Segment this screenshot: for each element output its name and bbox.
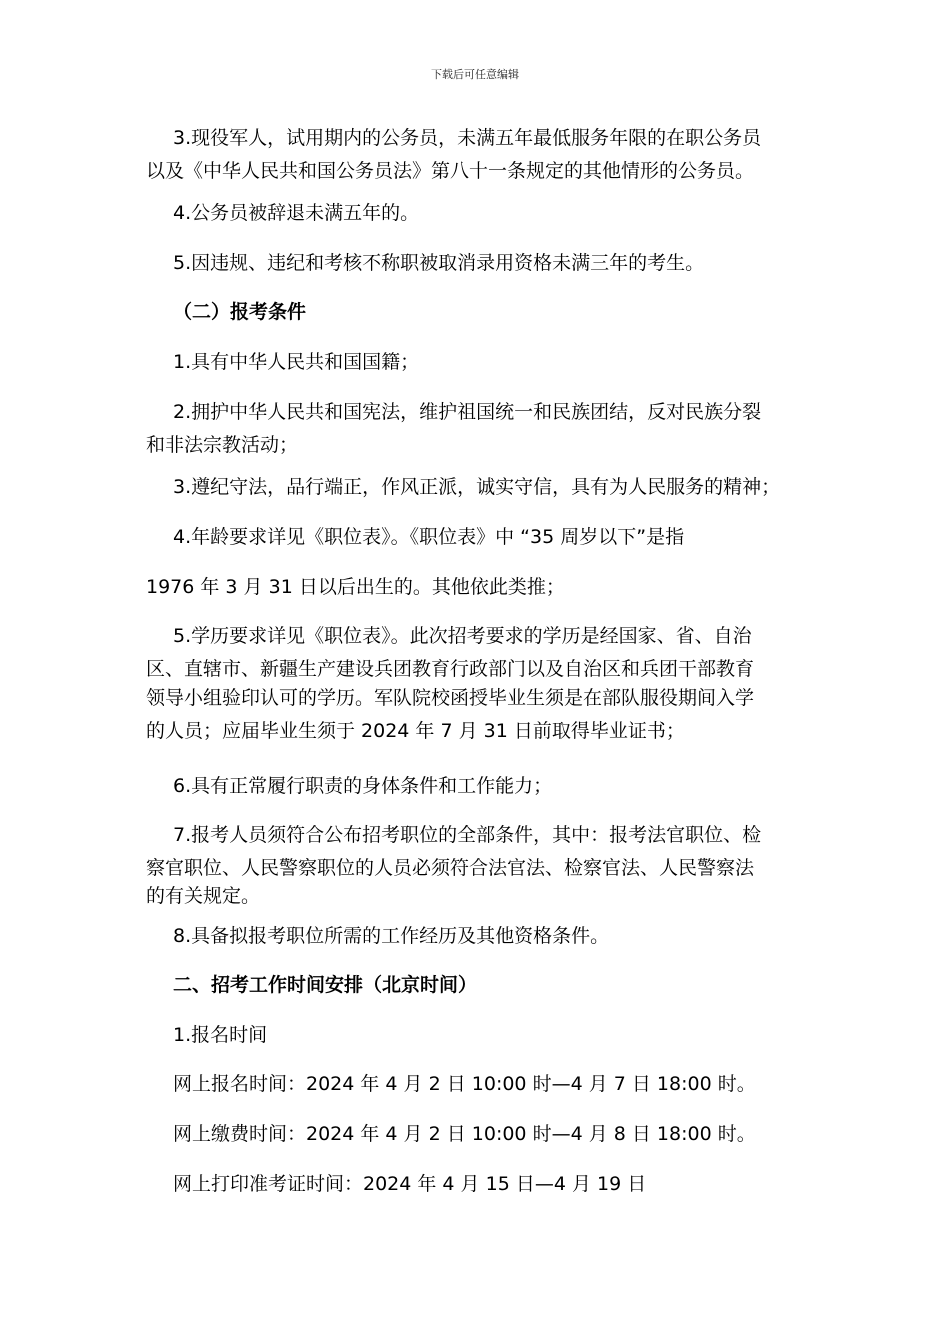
schedule-print-admission-ticket: 网上打印准考证时间：2024 年 4 月 15 日—4 月 19 日: [173, 1173, 647, 1195]
section-heading-conditions: （二）报考条件: [173, 301, 307, 323]
paragraph-line: 5.学历要求详见《职位表》。此次招考要求的学历是经国家、省、自治: [173, 625, 752, 647]
condition-item-4: [146, 521, 858, 604]
paragraph-item-5: 5.因违规、违纪和考核不称职被取消录用资格未满三年的考生。: [173, 252, 705, 274]
paragraph-line: 2.拥护中华人民共和国宪法，维护祖国统一和民族团结，反对民族分裂: [173, 401, 762, 423]
paragraph-line: 和非法宗教活动；: [146, 434, 299, 456]
page-header: 下载后可任意编辑: [431, 68, 519, 81]
paragraph-line: 4.年龄要求详见《职位表》。《职位表》中 “35 周岁以下”是指: [173, 526, 685, 548]
paragraph-line: 领导小组验印认可的学历。军队院校函授毕业生须是在部队服役期间入学: [146, 687, 755, 709]
paragraph-line: 3.现役军人，试用期内的公务员，未满五年最低服务年限的在职公务员: [173, 127, 762, 149]
paragraph-item-4: 4.公务员被辞退未满五年的。: [173, 202, 420, 224]
paragraph-line: 7.报考人员须符合公布招考职位的全部条件，其中：报考法官职位、检: [173, 824, 762, 846]
condition-item-2: [146, 396, 858, 462]
condition-item-8: 8.具备拟报考职位所需的工作经历及其他资格条件。: [173, 925, 610, 947]
paragraph-line: 的人员；应届毕业生须于 2024 年 7 月 31 日前取得毕业证书；: [146, 720, 685, 742]
paragraph-item-3: [146, 122, 858, 188]
schedule-item-1: 1.报名时间: [173, 1024, 268, 1046]
condition-item-3: 3.遵纪守法，品行端正，作风正派，诚实守信，具有为人民服务的精神；: [173, 476, 781, 498]
paragraph-line: 的有关规定。: [146, 885, 261, 907]
paragraph-line: 以及《中华人民共和国公务员法》第八十一条规定的其他情形的公务员。: [146, 160, 755, 182]
condition-item-6: 6.具有正常履行职责的身体条件和工作能力；: [173, 775, 553, 797]
section-heading-schedule: 二、招考工作时间安排（北京时间）: [173, 974, 478, 996]
condition-item-5: [146, 620, 858, 748]
paragraph-line: 察官职位、人民警察职位的人员必须符合法官法、检察官法、人民警察法: [146, 857, 755, 879]
condition-item-7: [146, 819, 858, 908]
condition-item-1: 1.具有中华人民共和国国籍；: [173, 351, 420, 373]
paragraph-line: 1976 年 3 月 31 日以后出生的。其他依此类推；: [146, 576, 565, 598]
schedule-online-payment: 网上缴费时间：2024 年 4 月 2 日 10:00 时—4 月 8 日 18:00 时。: [173, 1123, 756, 1145]
paragraph-line: 区、直辖市、新疆生产建设兵团教育行政部门以及自治区和兵团干部教育: [146, 658, 755, 680]
schedule-online-registration: 网上报名时间：2024 年 4 月 2 日 10:00 时—4 月 7 日 18:00 时。: [173, 1073, 756, 1095]
